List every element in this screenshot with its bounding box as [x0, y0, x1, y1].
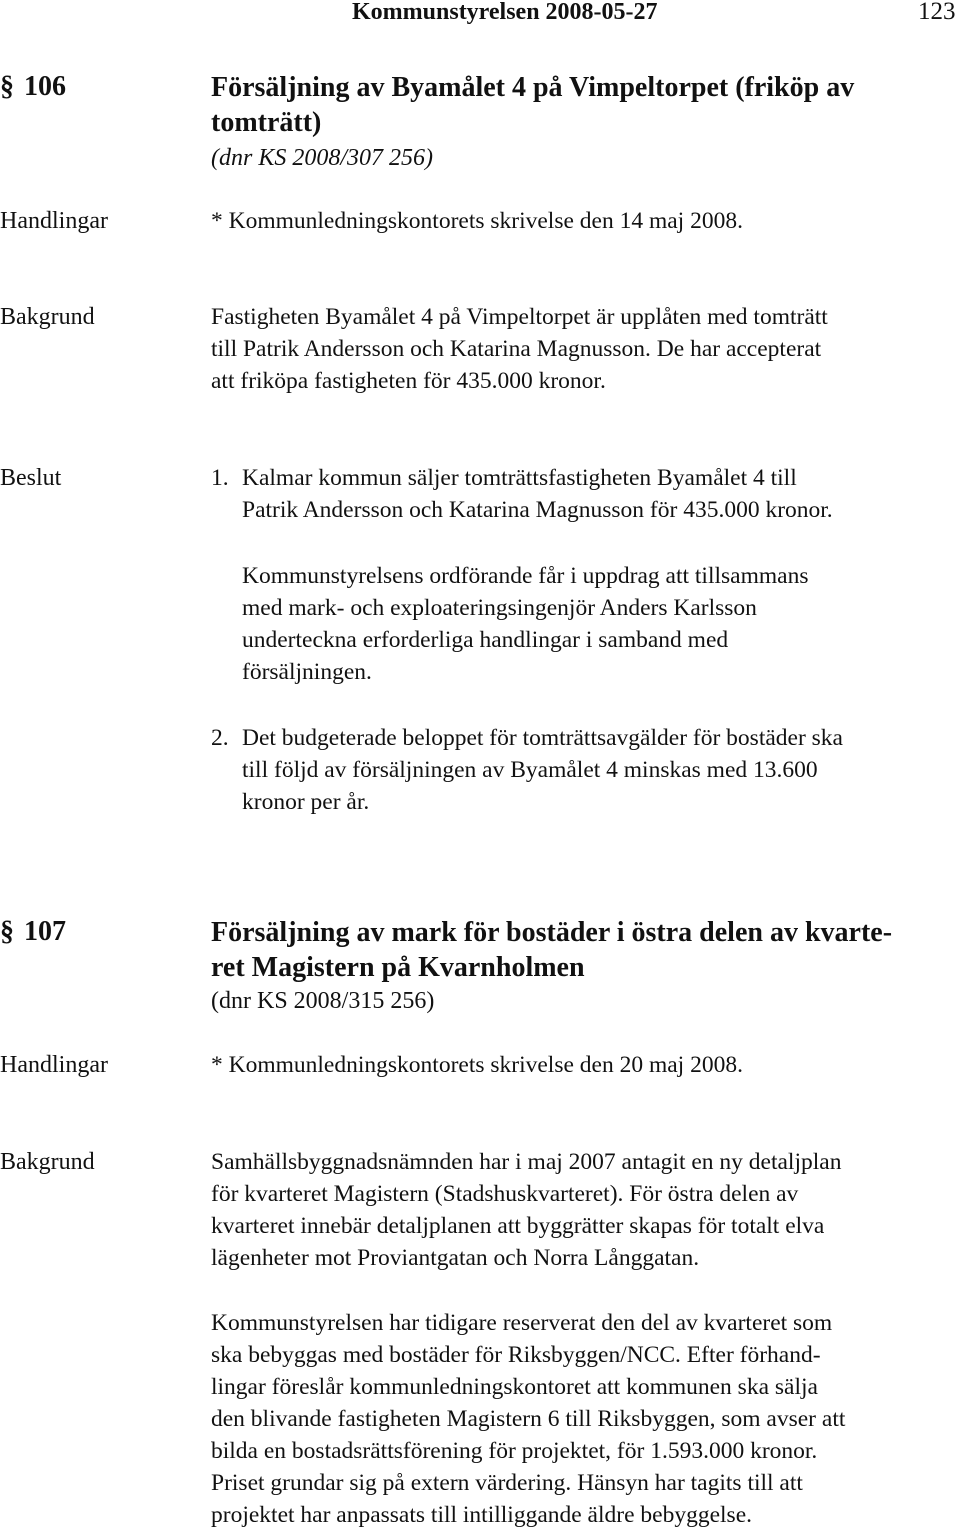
section-106-title-line: Försäljning av Byamålet 4 på Vimpeltorpet (friköp av — [211, 72, 855, 103]
section-107-bakgrund-line: kvarteret innebär detaljplanen att byggrätter skapas för totalt elva — [211, 1213, 825, 1239]
section-106-handlingar-label: Handlingar — [0, 208, 108, 234]
section-106-title-line: tomträtt) — [211, 107, 322, 138]
section-107-handlingar-line: * Kommunledningskontorets skrivelse den 20 maj 2008. — [211, 1052, 743, 1078]
beslut-item-line: underteckna erforderliga handlingar i samband med — [242, 627, 729, 653]
section-107-bakgrund-line: projektet har anpassats till intilliggande äldre bebyggelse. — [211, 1502, 752, 1528]
section-107-paragraph-mark: § — [0, 916, 14, 947]
section-107-number: 107 — [24, 916, 66, 947]
beslut-item-line: Kalmar kommun säljer tomträttsfastigheten Byamålet 4 till — [242, 465, 797, 491]
section-107-bakgrund-line: lingar föreslår kommunledningskontoret att kommunen ska sälja — [211, 1374, 818, 1400]
section-107-bakgrund-label: Bakgrund — [0, 1149, 95, 1175]
section-107-title-line: ret Magistern på Kvarnholmen — [211, 952, 585, 983]
section-107-bakgrund-line: den blivande fastigheten Magistern 6 till Riksbyggen, som avser att — [211, 1406, 846, 1432]
section-107-title-line: Försäljning av mark för bostäder i östra delen av kvarte- — [211, 917, 893, 948]
section-106-number: 106 — [24, 71, 66, 102]
section-107-dnr: (dnr KS 2008/315 256) — [211, 988, 435, 1014]
section-106-bakgrund-line: att friköpa fastigheten för 435.000 kronor. — [211, 368, 606, 394]
section-106-dnr: (dnr KS 2008/307 256) — [211, 145, 433, 171]
section-107-bakgrund-line: lägenheter mot Proviantgatan och Norra Långgatan. — [211, 1245, 700, 1271]
section-107-bakgrund-paragraph-2 — [211, 1307, 959, 1531]
section-107-handlingar-label: Handlingar — [0, 1052, 108, 1078]
section-107-title — [211, 915, 951, 985]
beslut-item-line: Patrik Andersson och Katarina Magnusson för 435.000 kronor. — [242, 497, 833, 523]
section-106-bakgrund-line: Fastigheten Byamålet 4 på Vimpeltorpet är upplåten med tomträtt — [211, 304, 828, 330]
beslut-item-line: försäljningen. — [242, 659, 372, 685]
section-107-bakgrund-line: Priset grundar sig på extern värdering. Hänsyn har tagits till att — [211, 1470, 803, 1496]
page-number: 123 — [918, 0, 956, 25]
section-106-beslut-label: Beslut — [0, 465, 62, 491]
section-106-title — [211, 70, 951, 140]
section-107-bakgrund-line: Kommunstyrelsen har tidigare reserverat den del av kvarteret som — [211, 1310, 833, 1336]
section-106-handlingar-text — [211, 205, 959, 237]
section-107-handlingar-text — [211, 1049, 959, 1081]
section-107-bakgrund-line: för kvarteret Magistern (Stadshuskvarteret). För östra delen av — [211, 1181, 799, 1207]
section-107-bakgrund-line: bilda en bostadsrättsförening för projektet, för 1.593.000 kronor. — [211, 1438, 818, 1464]
section-107-bakgrund-line: ska bebyggas med bostäder för Riksbyggen/NCC. Efter förhand- — [211, 1342, 821, 1368]
section-106-bakgrund-text — [211, 301, 959, 397]
section-107-bakgrund-line: Samhällsbyggnadsnämnden har i maj 2007 antagit en ny detaljplan — [211, 1149, 842, 1175]
section-106-paragraph-mark: § — [0, 71, 14, 102]
section-106-handlingar-line: * Kommunledningskontorets skrivelse den 14 maj 2008. — [211, 208, 743, 234]
beslut-item-line: Kommunstyrelsens ordförande får i uppdrag att tillsammans — [242, 563, 809, 589]
beslut-item-2-text — [242, 722, 958, 818]
beslut-item-1-text — [242, 462, 958, 526]
beslut-item-line: med mark- och exploateringsingenjör Anders Karlsson — [242, 595, 757, 621]
beslut-item-1-continuation — [242, 560, 958, 688]
beslut-item-line: kronor per år. — [242, 789, 370, 815]
section-107-bakgrund-paragraph-1 — [211, 1146, 959, 1274]
section-106-bakgrund-line: till Patrik Andersson och Katarina Magnusson. De har accepterat — [211, 336, 822, 362]
page-header-title: Kommunstyrelsen 2008-05-27 — [352, 0, 658, 25]
beslut-item-1-number: 1. — [211, 465, 229, 491]
section-106-bakgrund-label: Bakgrund — [0, 304, 95, 330]
beslut-item-line: Det budgeterade beloppet för tomträttsavgälder för bostäder ska — [242, 725, 843, 751]
beslut-item-line: till följd av försäljningen av Byamålet 4 minskas med 13.600 — [242, 757, 818, 783]
beslut-item-2-number: 2. — [211, 725, 229, 751]
